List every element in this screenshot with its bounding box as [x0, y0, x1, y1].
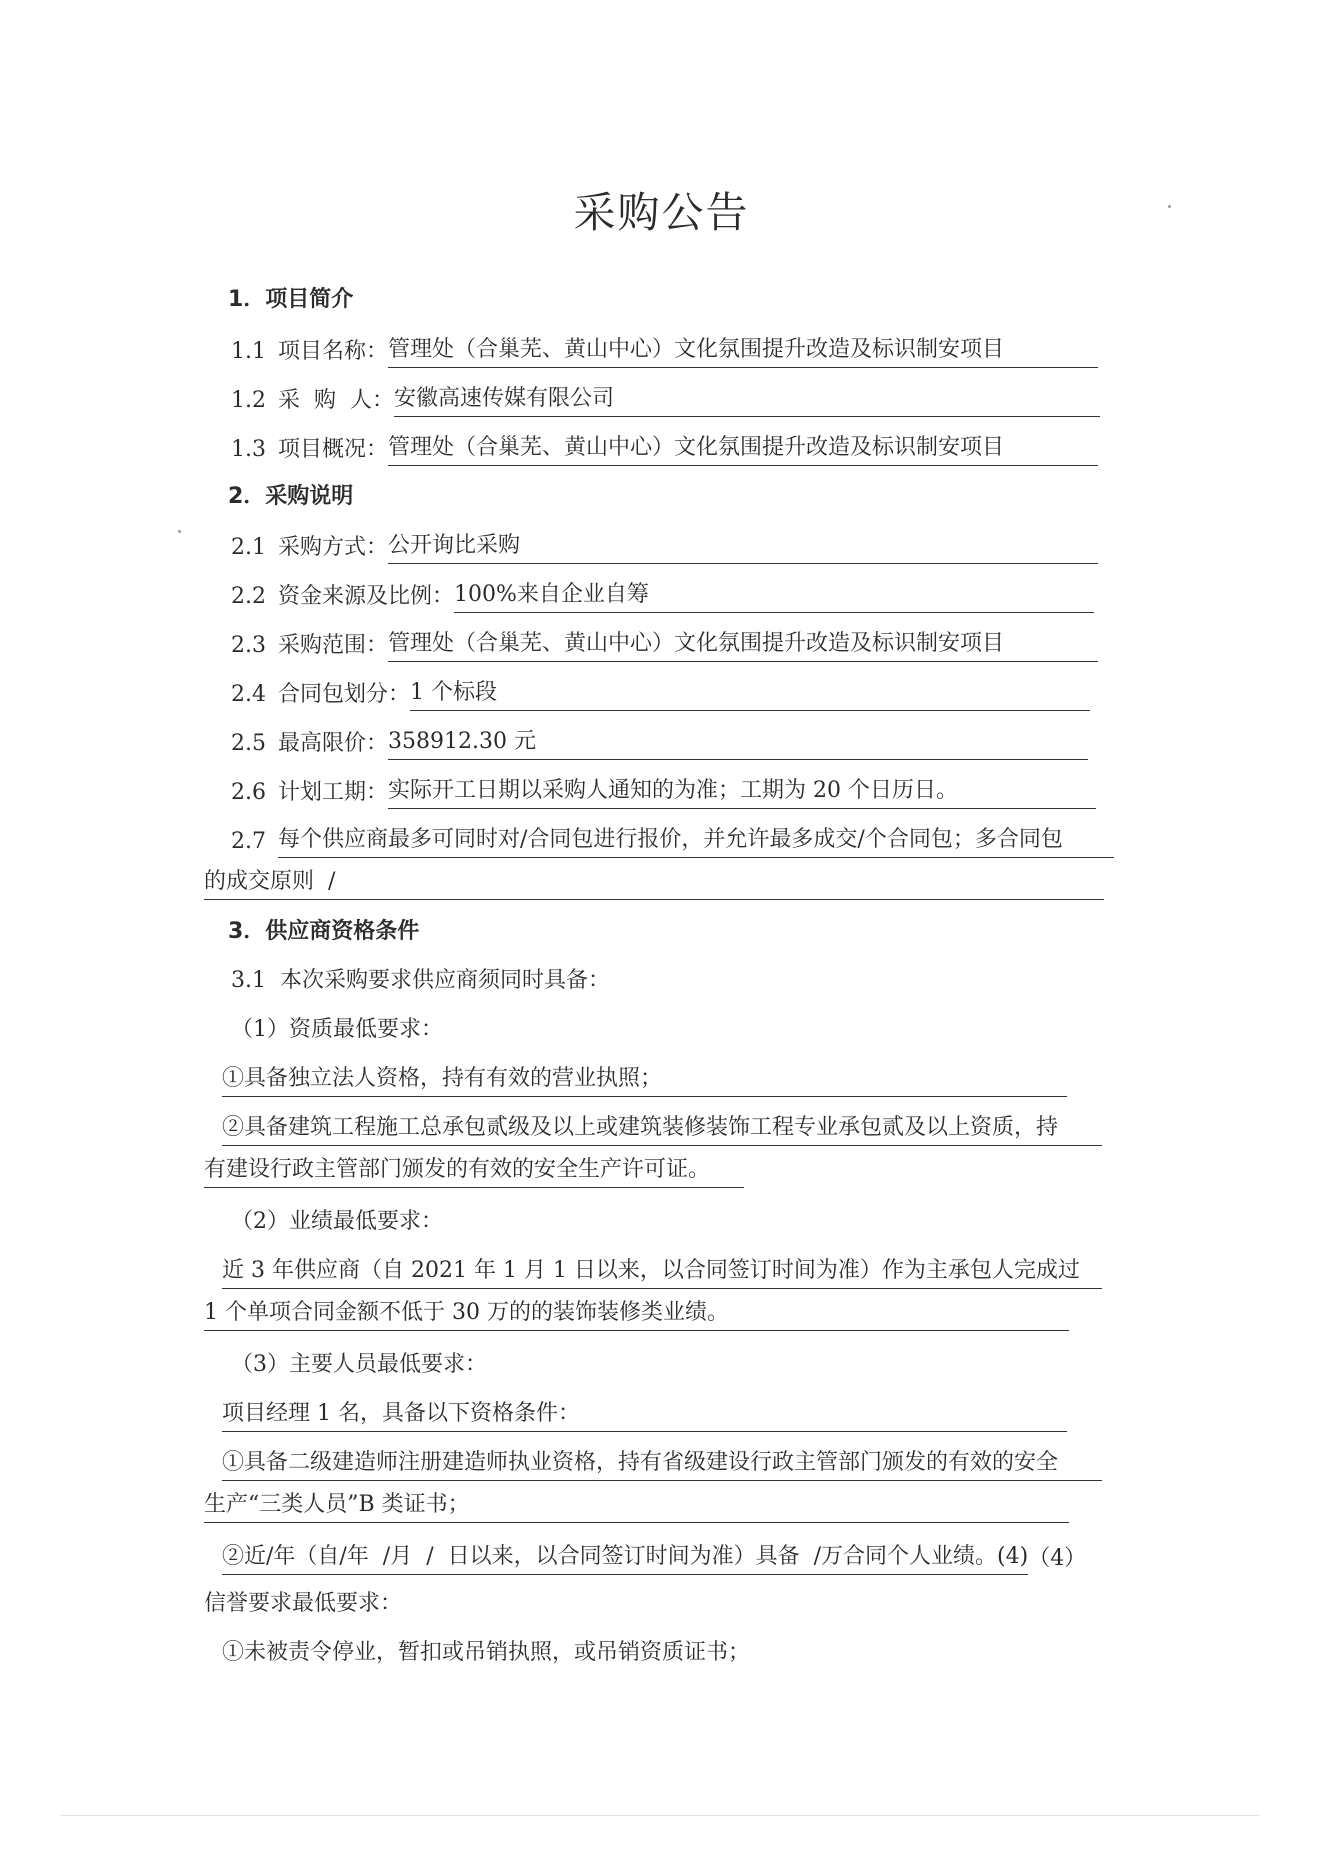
procurement-scope-value: 管理处（合巢芜、黄山中心）文化氛围提升改造及标识制安项目	[388, 628, 1098, 662]
item-1-1	[231, 334, 1098, 368]
item-label: 计划工期：	[278, 780, 389, 805]
purchaser-value: 安徽高速传媒有限公司	[394, 383, 1100, 417]
item-2-7-line1	[231, 824, 1114, 858]
scan-edge-line	[60, 1815, 1260, 1816]
performance-line1: 近 3 年供应商（自 2021 年 1 月 1 日以来，以合同签订时间为准）作为主承包人完成过	[222, 1255, 1102, 1289]
page-title: 采购公告	[573, 188, 750, 237]
qualification-2-line1: ②具备建筑工程施工总承包贰级及以上或建筑装修装饰工程专业承包贰及以上资质，持	[222, 1112, 1102, 1146]
item-label: 采购范围：	[278, 633, 389, 658]
item-label: 项目概况：	[278, 437, 389, 462]
qualification-1: ①具备独立法人资格，持有有效的营业执照；	[222, 1063, 1067, 1097]
performance-line2: 1 个单项合同金额不低于 30 万的的装饰装修类业绩。	[204, 1297, 1069, 1331]
item-number: 2.5	[231, 731, 266, 756]
item-2-5	[231, 726, 1088, 760]
item-1-3	[231, 432, 1098, 466]
section-3-heading: 3．供应商资格条件	[228, 919, 420, 944]
item-number: 2.7	[231, 829, 266, 854]
multi-lot-text-line2: 的成交原则 /	[204, 866, 1104, 900]
item-1-2	[231, 383, 1100, 417]
credit-heading: 信誉要求最低要求：	[204, 1591, 403, 1616]
item-2-1	[231, 530, 1098, 564]
item-label: 项目名称：	[278, 339, 389, 364]
section-2-heading: 2．采购说明	[228, 484, 354, 509]
item-number: 2.6	[231, 780, 266, 805]
scan-speck	[178, 530, 181, 533]
section-1-heading: 1．项目简介	[228, 287, 354, 312]
schedule-value: 实际开工日期以采购人通知的为准；工期为 20 个日历日。	[388, 775, 1096, 809]
staff-2-tail-2: （4）	[1028, 1546, 1087, 1571]
section-3-intro: 3.1 本次采购要求供应商须同时具备：	[231, 968, 610, 993]
item-label: 最高限价：	[278, 731, 389, 756]
item-2-4	[231, 677, 1090, 711]
multi-lot-text-line1: 每个供应商最多可同时对/合同包进行报价，并允许最多成交/个合同包；多合同包	[278, 824, 1114, 858]
item-number: 1.2	[231, 388, 266, 413]
staff-heading: （3）主要人员最低要求：	[231, 1352, 487, 1377]
item-label: 采 购 人：	[278, 388, 394, 413]
staff-2: ②近/年（自/年 /月 / 日以来，以合同签订时间为准）具备 /万合同个人业绩。(4)（4）	[222, 1541, 1086, 1575]
item-2-3	[231, 628, 1098, 662]
contract-lot-value: 1 个标段	[410, 677, 1090, 711]
item-number: 2.1	[231, 535, 266, 560]
qualification-2-line2: 有建设行政主管部门颁发的有效的安全生产许可证。	[204, 1154, 744, 1188]
item-label: 采购方式：	[278, 535, 389, 560]
project-name-value: 管理处（合巢芜、黄山中心）文化氛围提升改造及标识制安项目	[388, 334, 1098, 368]
credit-1: ①未被责令停业，暂扣或吊销执照，或吊销资质证书；	[222, 1640, 751, 1665]
funding-source-value: 100%来自企业自筹	[454, 579, 1094, 613]
performance-heading: （2）业绩最低要求：	[231, 1209, 443, 1234]
item-number: 1.1	[231, 339, 266, 364]
item-number: 1.3	[231, 437, 266, 462]
staff-2-tail-1: (4)	[997, 1541, 1028, 1575]
staff-1-line1: ①具备二级建造师注册建造师执业资格，持有省级建设行政主管部门颁发的有效的安全	[222, 1447, 1102, 1481]
item-number: 2.4	[231, 682, 266, 707]
procurement-method-value: 公开询比采购	[388, 530, 1098, 564]
item-2-7-line2	[204, 866, 1104, 900]
item-label: 资金来源及比例：	[278, 584, 455, 609]
project-overview-value: 管理处（合巢芜、黄山中心）文化氛围提升改造及标识制安项目	[388, 432, 1098, 466]
item-number: 2.2	[231, 584, 266, 609]
scan-speck	[1168, 205, 1171, 208]
qualification-heading: （1）资质最低要求：	[231, 1017, 443, 1042]
staff-1-line2: 生产“三类人员”B 类证书；	[204, 1489, 1069, 1523]
staff-intro: 项目经理 1 名，具备以下资格条件：	[222, 1398, 1067, 1432]
item-2-2	[231, 579, 1094, 613]
item-number: 2.3	[231, 633, 266, 658]
max-price-value: 358912.30 元	[388, 726, 1088, 760]
item-2-6	[231, 775, 1096, 809]
item-label: 合同包划分：	[278, 682, 411, 707]
